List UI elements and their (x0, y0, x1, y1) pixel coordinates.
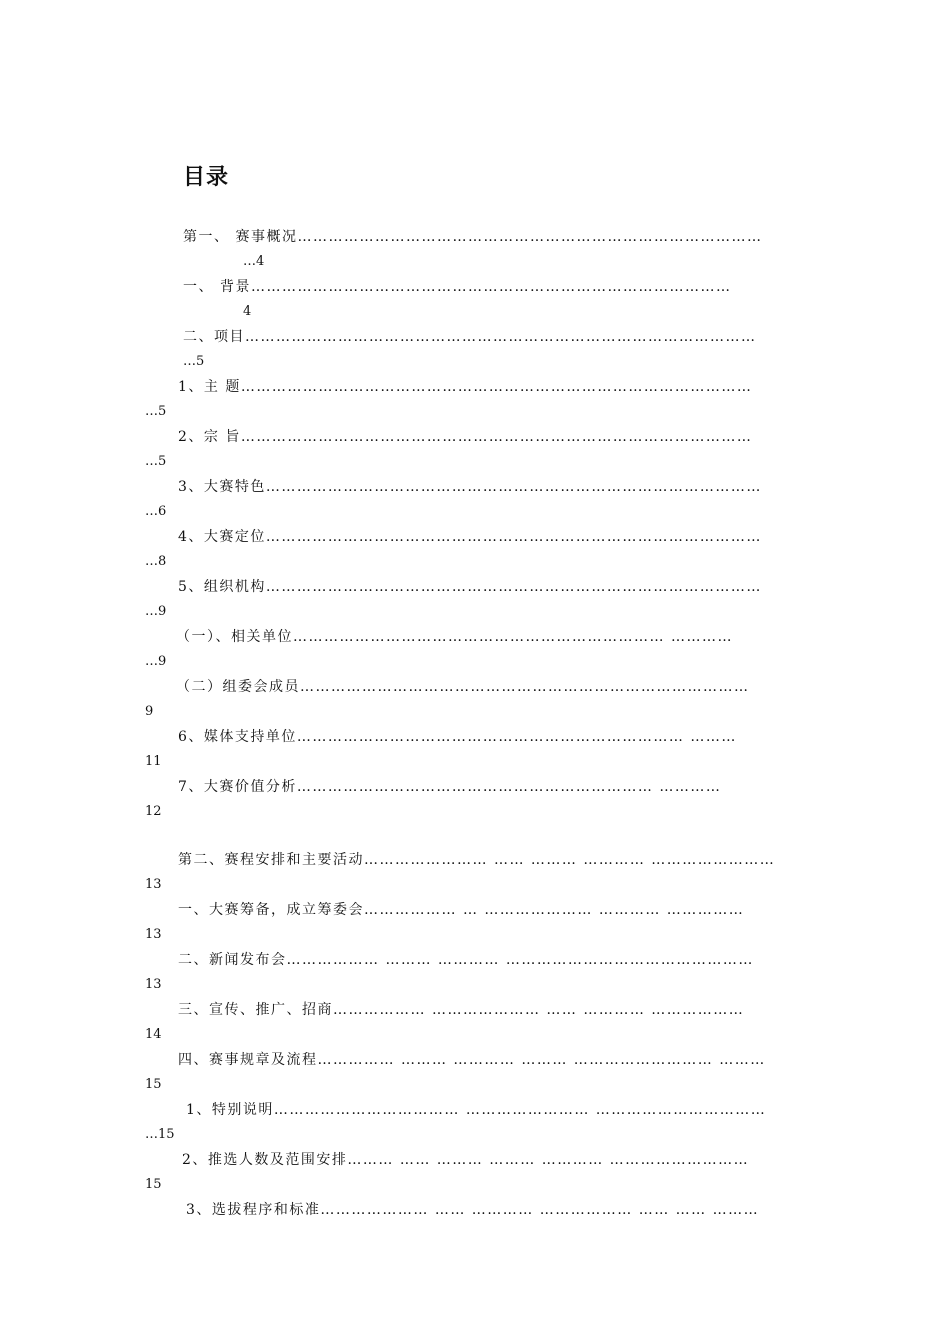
toc-title: 目录 (183, 165, 230, 190)
toc-entry-page-number: …5 (145, 404, 167, 419)
toc-entry-heading: 一、 背景………………………………………………………………………………… (183, 279, 732, 295)
toc-entry-page-number: …9 (145, 654, 167, 669)
toc-entry-page-number: …9 (145, 604, 167, 619)
toc-entry-heading: 第二、赛程安排和主要活动…………………… …… ……… ………… …………………… (178, 852, 776, 868)
toc-entry-page-number: 13 (145, 977, 162, 992)
toc-entry-page-number: 13 (145, 927, 162, 942)
toc-entry-page-number: …6 (145, 504, 167, 519)
toc-entry-heading: 5、组织机构…………………………………………………………………………………… (178, 579, 762, 595)
toc-entry-page-number: 12 (145, 804, 162, 819)
toc-entry-heading: 二、新闻发布会……………… ……… ………… ………………………………………… (178, 952, 754, 968)
toc-entry-page-number: …5 (145, 454, 167, 469)
toc-entry-heading: 四、赛事规章及流程…………… ……… ………… ……… ……………………… ……… (178, 1052, 766, 1068)
toc-entry-heading: （二）组委会成员…………………………………………………………………………… (176, 679, 750, 695)
toc-entry-page-number: 14 (145, 1027, 162, 1042)
toc-entry-heading: 第一、 赛事概况……………………………………………………………………………… (183, 229, 763, 245)
toc-entry-heading: 3、选拔程序和标准………………… …… ………… ……………… …… …… ……… (186, 1202, 760, 1218)
toc-entry-page-number: 9 (145, 704, 154, 719)
toc-entry-page-number: …4 (243, 254, 265, 269)
toc-entry-heading: 7、大赛价值分析…………………………………………………………… ………… (178, 779, 722, 795)
toc-entry-page-number: …8 (145, 554, 167, 569)
toc-entry-heading: 二、项目……………………………………………………………………………………… (183, 329, 757, 345)
toc-entry-heading: 1、特别说明……………………………… …………………… …………………………… (186, 1102, 767, 1118)
toc-entry-heading: 2、推选人数及范围安排……… …… ……… ……… ………… ……………………… (182, 1152, 750, 1168)
toc-entry-heading: 2、宗 旨……………………………………………………………………………………… (178, 429, 753, 445)
toc-entry-page-number: …15 (145, 1127, 175, 1142)
toc-entry-page-number: …5 (183, 354, 205, 369)
toc-entry-heading: 一、大赛筹备，成立筹委会……………… … ………………… ………… …………… (178, 902, 745, 918)
toc-entry-heading: 三、宣传、推广、招商……………… ………………… …… ………… ……………… (178, 1002, 745, 1018)
toc-entry-page-number: 4 (243, 304, 252, 319)
toc-entry-page-number: 15 (145, 1077, 162, 1092)
toc-entry-heading: 1、主 题……………………………………………………………………………………… (178, 379, 753, 395)
toc-entry-heading: 4、大赛定位…………………………………………………………………………………… (178, 529, 762, 545)
toc-entry-page-number: 15 (145, 1177, 162, 1192)
toc-entry-page-number: 11 (145, 754, 162, 769)
toc-entry-heading: （一）、相关单位……………………………………………………………… ………… (176, 629, 733, 645)
toc-entry-heading: 3、大赛特色…………………………………………………………………………………… (178, 479, 762, 495)
toc-entry-heading: 6、媒体支持单位………………………………………………………………… ……… (178, 729, 737, 745)
toc-entry-page-number: 13 (145, 877, 162, 892)
